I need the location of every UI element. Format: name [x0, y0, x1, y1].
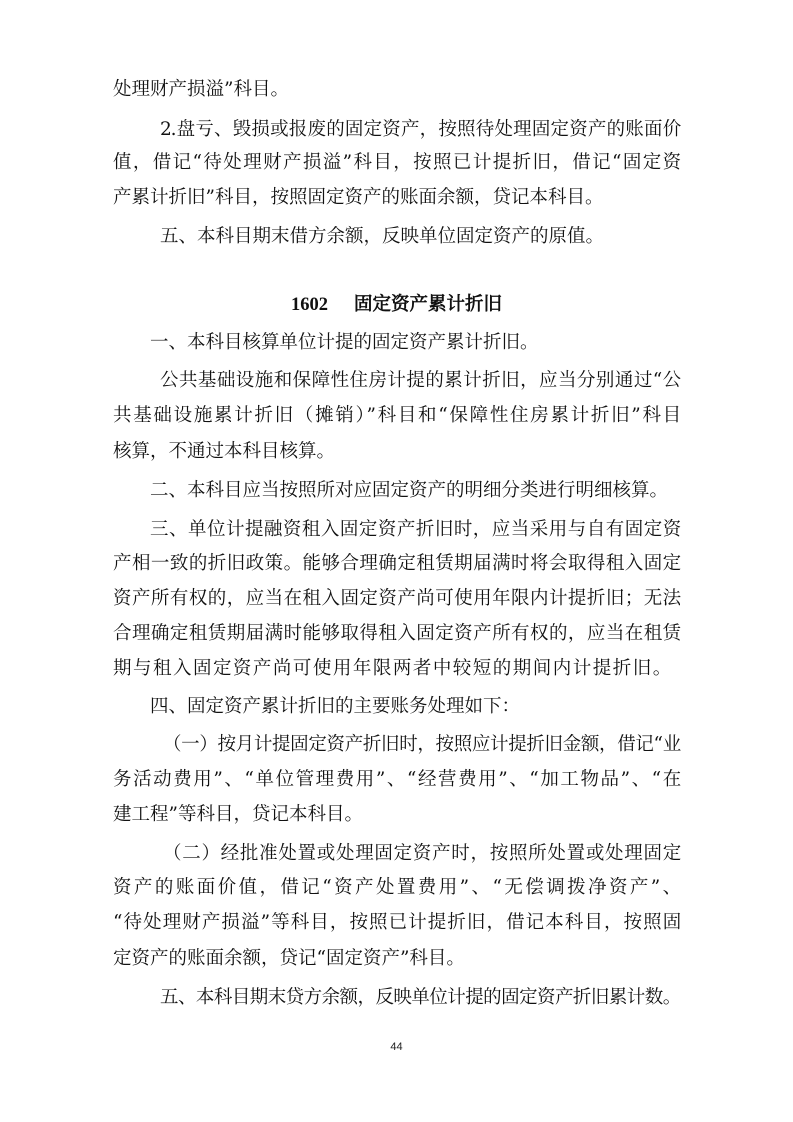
- body-line: 四、固定资产累计折旧的主要账务处理如下：: [150, 696, 521, 717]
- body-line: 五、本科目期末借方余额，反映单位固定资产的原值。: [160, 226, 605, 247]
- body-line: 三、单位计提融资租入固定资产折旧时，应当采用与自有固定资: [150, 519, 680, 540]
- section-heading: [0, 292, 793, 318]
- body-line: 五、本科目期末贷方余额，反映单位计提的固定资产折旧累计数。: [160, 987, 680, 1008]
- body-line: 务活动费用”、“单位管理费用”、“经营费用”、“加工物品”、“在: [113, 769, 680, 790]
- body-line: 定资产的账面余额，贷记“固定资产”科目。: [113, 948, 465, 969]
- body-line: 公共基础设施和保障性住房计提的累计折旧，应当分别通过“公: [160, 370, 680, 391]
- body-line: 共基础设施累计折旧（摊销）”科目和“保障性住房累计折旧”科目: [113, 405, 680, 426]
- section-title: 固定资产累计折旧: [353, 294, 502, 315]
- body-line: 产累计折旧”科目，按照固定资产的账面余额，贷记本科目。: [113, 187, 604, 208]
- body-line: 合理确定租赁期届满时能够取得租入固定资产所有权的，应当在租赁: [113, 623, 680, 644]
- body-line: 资产所有权的，应当在租入固定资产尚可使用年限内计提折旧；无法: [113, 588, 680, 609]
- body-line: 二、本科目应当按照所对应固定资产的明细分类进行明细核算。: [150, 480, 669, 501]
- body-line: 一、本科目核算单位计提的固定资产累计折旧。: [150, 332, 539, 353]
- body-line: 2.盘亏、毁损或报废的固定资产，按照待处理固定资产的账面价: [160, 119, 680, 140]
- body-line: 核算，不通过本科目核算。: [113, 441, 336, 462]
- body-line: 值，借记“待处理财产损溢”科目，按照已计提折旧，借记“固定资: [113, 152, 680, 173]
- section-code: 1602: [290, 295, 328, 315]
- body-line: 产相一致的折旧政策。能够合理确定租赁期届满时将会取得租入固定: [113, 553, 680, 574]
- body-line: （一）按月计提固定资产折旧时，按照应计提折旧金额，借记“业: [163, 734, 680, 755]
- body-line: 资产的账面价值，借记“资产处置费用”、“无偿调拨净资产”、: [113, 877, 680, 898]
- body-line: 期与租入固定资产尚可使用年限两者中较短的期间内计提折旧。: [113, 658, 670, 679]
- body-line: “待处理财产损溢”等科目，按照已计提折旧，借记本科目，按照固: [113, 912, 680, 933]
- body-line: 建工程”等科目，贷记本科目。: [113, 804, 363, 825]
- body-line: （二）经批准处置或处理固定资产时，按照所处置或处理固定: [163, 843, 680, 864]
- page-number: 44: [390, 1041, 403, 1053]
- body-line: 处理财产损溢”科目。: [113, 79, 289, 100]
